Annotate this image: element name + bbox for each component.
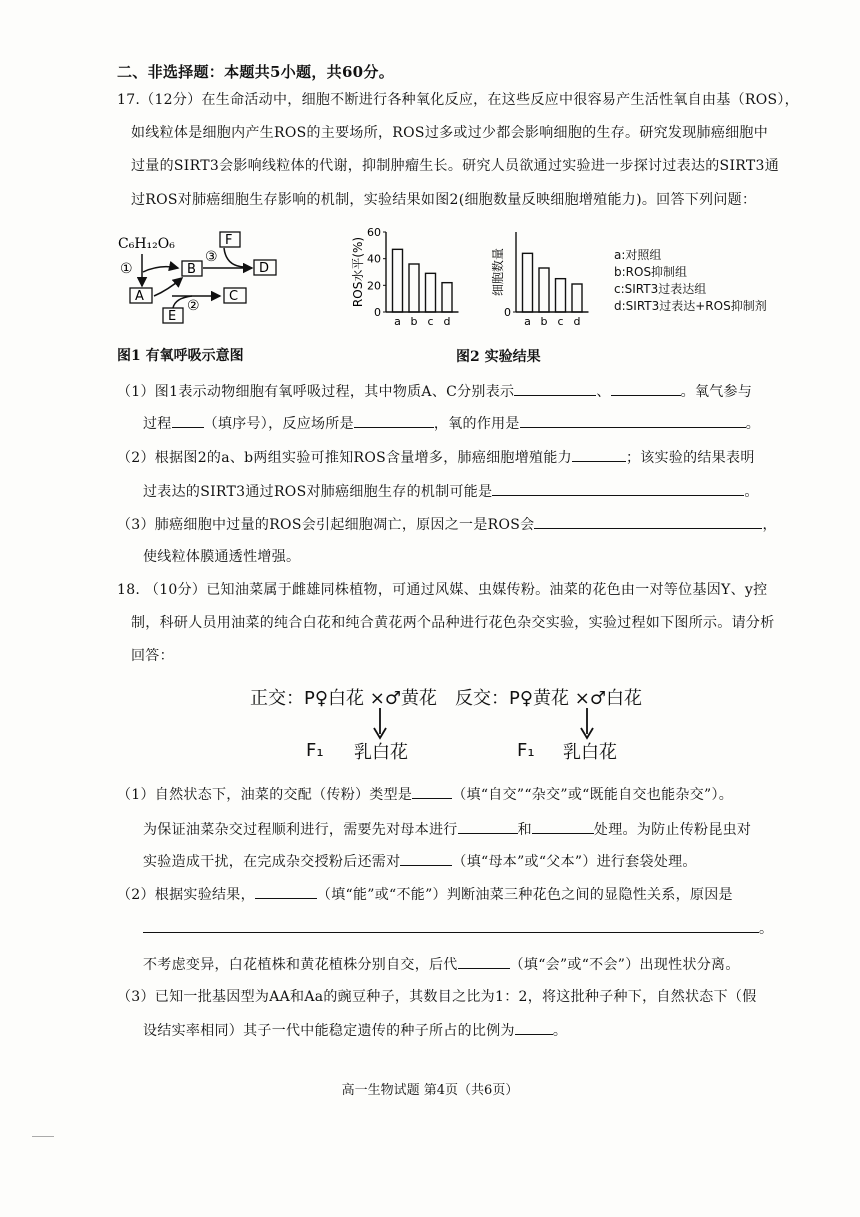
q17-sub1-line1: （1）图1表示动物细胞有氧呼吸过程，其中物质A、C分别表示 、 。氧气参与	[117, 381, 752, 402]
q18-sub1-line3: 实验造成干扰，在完成杂交授粉后还需对 （填“母本”或“父本”）进行套袋处理。	[143, 851, 697, 872]
legend-item: b:ROS抑制组	[614, 265, 688, 279]
cell-count-chart	[488, 222, 598, 332]
reverse-arrow	[577, 706, 597, 740]
section-title: 二、非选择题：本题共5小题，共60分。	[117, 63, 395, 81]
x-tick-label: b	[540, 315, 548, 328]
bar-a	[523, 253, 533, 312]
x-tick-label: a	[394, 315, 401, 328]
bar-b	[409, 264, 419, 312]
q18-intro-line: 回答：	[131, 648, 174, 664]
y-axis-label: 细胞数量	[491, 247, 505, 297]
y-axis-label: ROS水平(%)	[351, 236, 365, 308]
q18-sub1-line2: 为保证油菜杂交过程顺利进行，需要先对母本进行 和 处理。为防止传粉昆虫对	[143, 819, 751, 840]
q17-sub3-line1: （3）肺癌细胞中过量的ROS会引起细胞凋亡，原因之一是ROS会 ，	[117, 514, 777, 535]
q18-sub3-line2: 设结实率相同）其子一代中能稳定遗传的种子所占的比例为 。	[143, 1020, 567, 1041]
y-tick-label: 40	[367, 252, 381, 266]
x-tick-label: c	[427, 315, 434, 328]
svg-text:E: E	[168, 309, 177, 324]
q17-sub3-line2: 使线粒体膜通透性增强。	[143, 549, 301, 565]
x-tick-label: d	[443, 315, 451, 328]
step-3-label: ③	[205, 249, 218, 265]
bar-a	[393, 249, 403, 312]
arrow-to-B	[143, 267, 178, 272]
arrow-F-in	[224, 248, 244, 267]
forward-f1-result: 乳白花	[354, 742, 408, 763]
q18-sub2-line3: 不考虑变异，白花植株和黄花植株分别自交，后代 （填“会”或“不会”）出现性状分离。	[143, 954, 740, 975]
y-tick-label: 0	[504, 306, 511, 319]
reverse-cross: 反交：P♀黄花 ×♂白花	[455, 688, 642, 709]
svg-text:B: B	[187, 262, 196, 277]
ros-level-chart	[348, 222, 478, 332]
q18-intro-line: 18. （10分）已知油菜属于雌雄同株植物，可通过风媒、虫媒传粉。油菜的花色由一对等位基因Y、y控	[117, 582, 768, 598]
svg-text:D: D	[259, 261, 270, 276]
forward-cross: 正交：P♀白花 ×♂黄花	[250, 688, 437, 709]
svg-text:A: A	[135, 289, 144, 304]
bar-d	[442, 283, 452, 312]
y-tick-label: 60	[367, 226, 381, 239]
step-2-label: ②	[187, 298, 200, 314]
legend-item: c:SIRT3过表达组	[614, 282, 707, 296]
reverse-f1-label: F₁	[517, 740, 535, 761]
step-1-label: ①	[120, 261, 133, 277]
figure-1-diagram	[112, 228, 287, 328]
bar-d	[572, 284, 582, 312]
q18-sub3-line1: （3）已知一批基因型为AA和Aa的豌豆种子，其数目之比为1：2，将这批种子种下，自然状态下（假	[117, 989, 757, 1005]
glucose-formula: C₆H₁₂O₆	[118, 236, 175, 252]
q17-sub1-line2: 过程 （填序号），反应场所是 ，氧的作用是 。	[143, 413, 760, 434]
q17-intro-line: 如线粒体是细胞内产生ROS的主要场所，ROS过多或过少都会影响细胞的生存。研究发现肺癌细胞中	[131, 125, 769, 141]
q18-sub1-line1: （1）自然状态下，油菜的交配（传粉）类型是 （填“自交”“杂交”或“既能自交也能杂交”）。	[117, 784, 733, 805]
bar-b	[539, 268, 549, 312]
q17-intro-line: 17.（12分）在生命活动中，细胞不断进行各种氧化反应，在这些反应中很容易产生活性氧自由基（ROS），	[117, 92, 799, 108]
figure-1-caption: 图1 有氧呼吸示意图	[117, 348, 244, 364]
figure-2-caption: 图2 实验结果	[456, 349, 541, 365]
svg-text:F: F	[225, 233, 233, 248]
y-tick-label: 20	[367, 279, 381, 293]
svg-text:C: C	[229, 289, 239, 304]
x-tick-label: d	[573, 315, 581, 328]
x-tick-label: c	[557, 315, 564, 328]
x-tick-label: b	[410, 315, 418, 328]
arrow-A-to-B	[154, 278, 182, 296]
legend-item: d:SIRT3过表达+ROS抑制剂	[614, 299, 767, 313]
y-tick-label: 0	[374, 306, 381, 319]
forward-arrow	[370, 706, 390, 740]
reverse-f1-result: 乳白花	[563, 742, 617, 763]
q17-sub2-line1: （2）根据图2的a、b两组实验可推知ROS含量增多，肺癌细胞增殖能力 ；该实验的结果表明	[117, 447, 755, 468]
bar-c	[426, 273, 436, 312]
q17-intro-line: 过ROS对肺癌细胞生存影响的机制，实验结果如图2(细胞数量反映细胞增殖能力)。回答下列问题：	[131, 192, 757, 208]
q18-sub2-line1: （2）根据实验结果， （填“能”或“不能”）判断油菜三种花色之间的显隐性关系，原因是	[117, 884, 733, 905]
chart-legend	[614, 247, 767, 315]
bar-c	[556, 279, 566, 312]
q17-sub2-line2: 过表达的SIRT3通过ROS对肺癌细胞生存的机制可能是 。	[143, 481, 759, 502]
page-footer: 高一生物试题 第4页（共6页）	[341, 1083, 519, 1098]
q17-intro-line: 过量的SIRT3会影响线粒体的代谢，抑制肿瘤生长。研究人员欲通过实验进一步探讨过表达的SIRT3通	[131, 158, 780, 174]
legend-item: a:对照组	[614, 248, 662, 262]
q18-intro-line: 制，科研人员用油菜的纯合白花和纯合黄花两个品种进行花色杂交实验，实验过程如下图所示。请分析	[131, 615, 775, 631]
q18-sub2-line2: 。	[143, 918, 773, 939]
forward-f1-label: F₁	[306, 740, 324, 761]
x-tick-label: a	[524, 315, 531, 328]
scan-mark	[32, 1136, 54, 1137]
